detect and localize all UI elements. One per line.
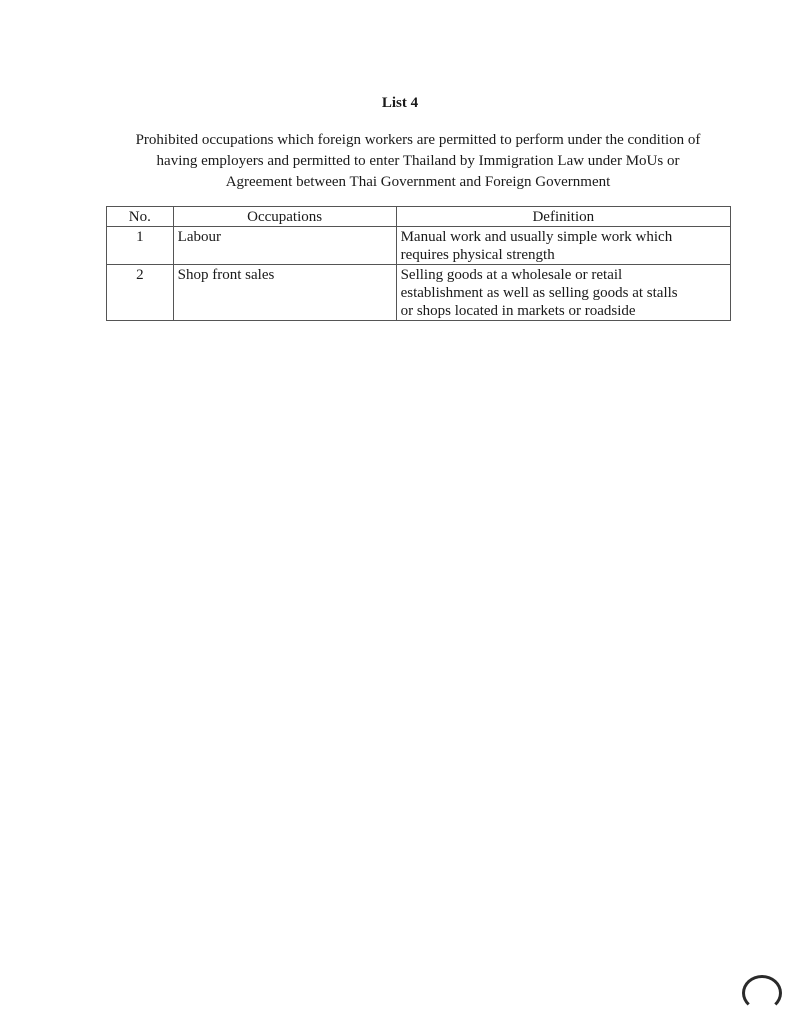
scan-artifact-mark <box>742 975 782 1011</box>
table-row <box>107 227 731 265</box>
row-occupation: Labour <box>173 227 396 265</box>
row-definition <box>396 265 730 321</box>
intro-line: Agreement between Thai Government and Foreign Government <box>225 174 611 190</box>
page-title: List 4 <box>381 95 419 111</box>
definition-line: Selling goods at a wholesale or retail <box>400 267 623 283</box>
table-row <box>107 265 731 321</box>
header-occupations: Occupations <box>173 207 396 227</box>
table-header-row <box>107 207 731 227</box>
definition-line: establishment as well as selling goods at stalls <box>400 285 678 301</box>
intro-paragraph <box>100 130 736 193</box>
intro-line: Prohibited occupations which foreign workers are permitted to perform under the condition of <box>135 132 701 148</box>
definition-line: Manual work and usually simple work which <box>400 229 673 245</box>
row-definition <box>396 227 730 265</box>
occupations-table <box>106 206 731 321</box>
header-definition: Definition <box>396 207 730 227</box>
row-number: 2 <box>107 265 174 321</box>
row-number: 1 <box>107 227 174 265</box>
definition-line: or shops located in markets or roadside <box>400 303 636 319</box>
definition-line: requires physical strength <box>400 247 555 263</box>
intro-line: having employers and permitted to enter Thailand by Immigration Law under MoUs or <box>156 153 680 169</box>
header-no: No. <box>107 207 174 227</box>
row-occupation: Shop front sales <box>173 265 396 321</box>
